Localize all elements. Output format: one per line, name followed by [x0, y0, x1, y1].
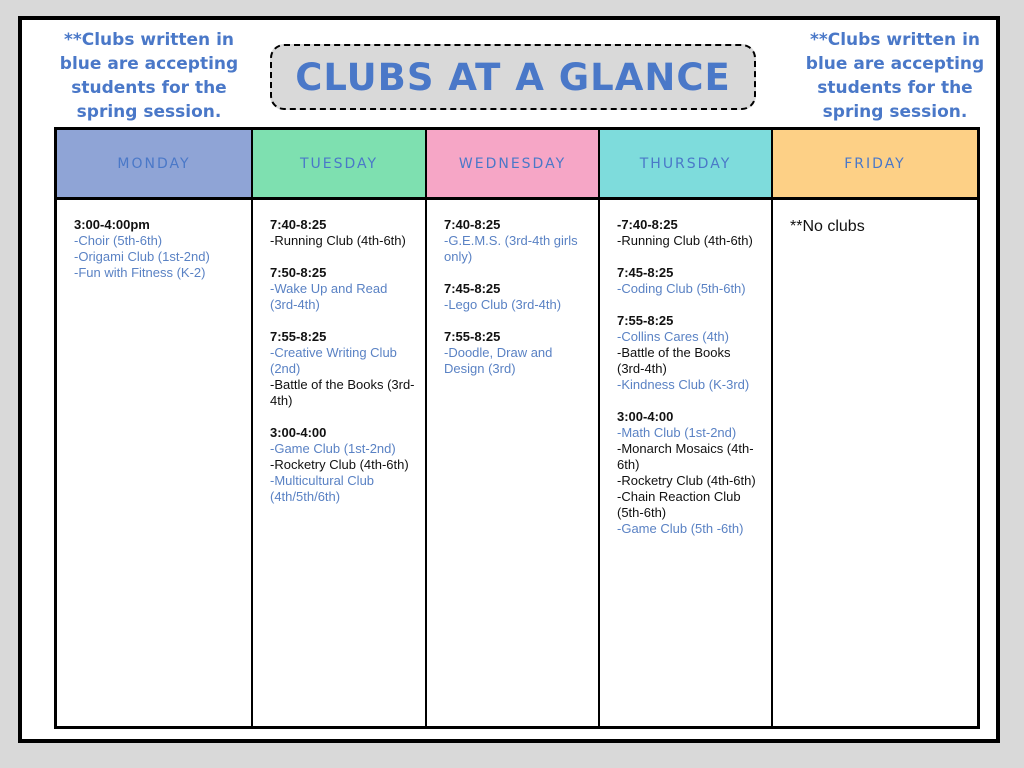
- club-item-accepting: -Multicultural Club (4th/5th/6th): [270, 473, 375, 504]
- club-item-accepting: -Doodle, Draw and Design (3rd): [444, 345, 553, 376]
- club-item-accepting: -Creative Writing Club (2nd): [270, 345, 397, 376]
- day-label-thursday: THURSDAY: [639, 155, 732, 172]
- no-clubs-note: **No clubs: [790, 218, 865, 235]
- slot-time: 7:40-8:25: [444, 217, 501, 232]
- club-item: -Running Club (4th-6th): [617, 233, 753, 248]
- slot-time: 3:00-4:00pm: [74, 217, 150, 232]
- column-friday: [773, 130, 977, 726]
- time-slot: [270, 329, 415, 409]
- time-slot: [617, 313, 761, 393]
- club-item-accepting: -Choir (5th-6th): [74, 233, 163, 248]
- day-body-tuesday: [253, 200, 425, 505]
- club-item-accepting: -Game Club (5th -6th): [617, 521, 744, 536]
- slot-time: 3:00-4:00: [270, 425, 327, 440]
- club-item-accepting: -Math Club (1st-2nd): [617, 425, 737, 440]
- club-item: -Rocketry Club (4th-6th): [617, 473, 756, 488]
- day-label-tuesday: TUESDAY: [299, 155, 379, 172]
- club-item-accepting: -Coding Club (5th-6th): [617, 281, 746, 296]
- slot-time: 7:40-8:25: [270, 217, 327, 232]
- day-body-friday: [773, 200, 977, 235]
- page-title: CLUBS AT A GLANCE: [295, 55, 731, 99]
- time-slot: [270, 217, 415, 249]
- club-item-accepting: -Origami Club (1st-2nd): [74, 249, 210, 264]
- club-item: -Monarch Mosaics (4th-6th): [617, 441, 754, 472]
- day-label-monday: MONDAY: [117, 155, 191, 172]
- accepting-note-left: **Clubs written in blue are accepting students for the spring session.: [59, 30, 239, 122]
- club-item-accepting: -Lego Club (3rd-4th): [444, 297, 562, 312]
- slot-time: 7:45-8:25: [444, 281, 501, 296]
- club-item: -Chain Reaction Club (5th-6th): [617, 489, 741, 520]
- slot-time: 7:45-8:25: [617, 265, 674, 280]
- club-item: -Battle of the Books (3rd-4th): [270, 377, 415, 408]
- slot-time: -7:40-8:25: [617, 217, 678, 232]
- time-slot: [270, 265, 415, 313]
- slot-time: 7:50-8:25: [270, 265, 327, 280]
- club-item-accepting: -Kindness Club (K-3rd): [617, 377, 750, 392]
- slot-time: 7:55-8:25: [270, 329, 327, 344]
- club-item-accepting: -Wake Up and Read (3rd-4th): [270, 281, 388, 312]
- day-header-tuesday: [253, 130, 425, 200]
- slot-time: 7:55-8:25: [444, 329, 501, 344]
- day-label-wednesday: WEDNESDAY: [458, 155, 567, 172]
- day-header-friday: [773, 130, 977, 200]
- schedule-table: [54, 127, 980, 729]
- time-slot: [617, 217, 761, 249]
- club-item-accepting: -Fun with Fitness (K-2): [74, 265, 206, 280]
- time-slot: [444, 329, 588, 377]
- accepting-note-right: **Clubs written in blue are accepting students for the spring session.: [805, 30, 985, 122]
- time-slot: [270, 425, 415, 505]
- club-item-accepting: -Collins Cares (4th): [617, 329, 729, 344]
- time-slot: [617, 265, 761, 297]
- day-header-monday: [57, 130, 251, 200]
- club-item: -Rocketry Club (4th-6th): [270, 457, 409, 472]
- flyer-page: [18, 16, 1000, 743]
- day-header-thursday: [600, 130, 771, 200]
- day-body-thursday: [600, 200, 771, 537]
- column-monday: [57, 130, 253, 726]
- club-item: -Battle of the Books (3rd-4th): [617, 345, 731, 376]
- day-label-friday: FRIDAY: [844, 155, 906, 172]
- slot-time: 7:55-8:25: [617, 313, 674, 328]
- time-slot: [617, 409, 761, 537]
- club-item: -Running Club (4th-6th): [270, 233, 406, 248]
- day-header-wednesday: [427, 130, 598, 200]
- title-banner: [270, 44, 756, 110]
- club-item-accepting: -G.E.M.S. (3rd-4th girls only): [444, 233, 578, 264]
- time-slot: [74, 217, 241, 281]
- slot-time: 3:00-4:00: [617, 409, 674, 424]
- club-item-accepting: -Game Club (1st-2nd): [270, 441, 396, 456]
- time-slot: [444, 217, 588, 265]
- column-tuesday: [253, 130, 427, 726]
- day-body-monday: [57, 200, 251, 281]
- column-thursday: [600, 130, 773, 726]
- day-body-wednesday: [427, 200, 598, 377]
- time-slot: [444, 281, 588, 313]
- column-wednesday: [427, 130, 600, 726]
